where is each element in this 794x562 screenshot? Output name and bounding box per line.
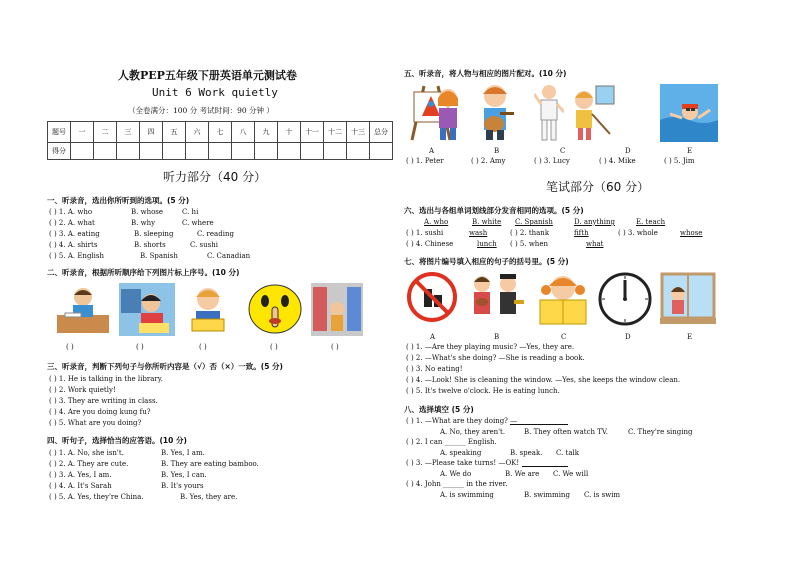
score-cell[interactable] [209, 143, 232, 160]
s6-q4: ( ) 4. Chinese [406, 240, 454, 248]
s8-q1-b: B. They often watch TV. [524, 428, 608, 436]
s8-heading: 八、选择填空 (5 分) [404, 405, 474, 414]
score-col: 总分 [370, 122, 393, 143]
s8-q3-a: A. We do [440, 470, 472, 478]
s7-item-1: ( ) 1. —Are they playing music? —Yes, they are. [406, 343, 575, 351]
score-col: 三 [117, 122, 140, 143]
s1-item-1-c: C. hi [182, 208, 199, 216]
s1-item-2-c: C. where [182, 219, 214, 227]
s8-q4: ( ) 4. John ______ in the river. [406, 480, 508, 488]
s7-heading: 七、将图片编号填入相应的句子的括号里。(5 分) [404, 257, 569, 266]
s3-item-1: ( ) 1. He is talking in the library. [49, 375, 163, 383]
score-col: 四 [140, 122, 163, 143]
score-col: 九 [255, 122, 278, 143]
s7-item-5: ( ) 5. It's twelve o'clock. He is eating lunch. [406, 387, 560, 395]
s6-opt-e: E. teach [636, 218, 666, 226]
s5-item-3: ( ) 3. Lucy [534, 157, 570, 165]
s1-item-4-b: B. shorts [134, 241, 166, 249]
s7-item-4: ( ) 4. —Look! She is cleaning the window. —Yes, she keeps the window clean. [406, 376, 681, 384]
s6-opt-d: D. anything [574, 218, 615, 226]
score-col: 二 [94, 122, 117, 143]
s1-item-2-b: B. why [131, 219, 156, 227]
s3-item-2: ( ) 2. Work quietly! [49, 386, 116, 394]
s6-q5-pair: what [586, 240, 604, 248]
unit-title: Unit 6 Work quietly [152, 86, 278, 99]
s5-letter-b: B [494, 147, 500, 155]
s5-letter-a: A [429, 147, 435, 155]
score-col: 十一 [301, 122, 324, 143]
s1-item-5: ( ) 5. A. English [49, 252, 104, 260]
s5-letter-c: C [560, 147, 566, 155]
s5-item-4: ( ) 4. Mike [599, 157, 636, 165]
picture-clock [597, 270, 653, 328]
s4-item-2-b: B. They are eating bamboo. [161, 460, 259, 468]
s6-q1-pair: wash [469, 229, 488, 237]
s7-letter-b: B [494, 333, 500, 341]
s6-opt-a: A. who [424, 218, 449, 226]
s6-q2-pair: fifth [574, 229, 589, 237]
s8-q3-blank[interactable] [522, 466, 568, 467]
s4-item-4-b: B. It's yours [161, 482, 204, 490]
score-col: 十 [278, 122, 301, 143]
picture-boy-guitar [472, 82, 518, 142]
score-col: 八 [232, 122, 255, 143]
s7-letter-c: C [561, 333, 567, 341]
s8-q2-a: A. speaking [440, 449, 482, 457]
s7-item-2: ( ) 2. —What's she doing? —She is reading a book. [406, 354, 585, 362]
score-cell[interactable] [324, 143, 347, 160]
score-col: 一 [71, 122, 94, 143]
score-col: 五 [163, 122, 186, 143]
s8-q3: ( ) 3. —Please take turns! —OK! [406, 459, 520, 467]
s6-heading: 六、选出与各组单词划线部分发音相同的选项。(5 分) [404, 206, 584, 215]
score-row2-label: 得分 [48, 143, 71, 160]
score-cell[interactable] [163, 143, 186, 160]
s6-q1: ( ) 1. sushi [406, 229, 444, 237]
s1-item-2: ( ) 2. A. what [49, 219, 95, 227]
page-title: 人教PEP五年级下册英语单元测试卷 [118, 69, 297, 82]
score-cell[interactable] [347, 143, 370, 160]
s4-item-3-b: B. Yes, I can. [161, 471, 207, 479]
picture-girl-pointing [430, 86, 466, 142]
score-row-label: 题号 [48, 122, 71, 143]
s1-heading: 一、听录音，选出你所听到的选项。(5 分) [47, 196, 190, 205]
picture-boy-kungfu [534, 82, 564, 142]
s2-heading: 二、听录音，根据所听顺序给下列图片标上序号。(10 分) [47, 268, 240, 277]
score-col: 七 [209, 122, 232, 143]
picture-girl-reading [119, 283, 175, 336]
s8-q4-b: B. swimming [524, 491, 570, 499]
s8-q1-c: C. They're singing [628, 428, 693, 436]
s8-q3-c: C. We will [553, 470, 589, 478]
score-cell[interactable] [186, 143, 209, 160]
s7-letter-e: E [687, 333, 693, 341]
picture-boy-writing [55, 283, 111, 336]
score-cell[interactable] [94, 143, 117, 160]
s2-blank-4[interactable]: ( ) [270, 343, 278, 351]
s5-item-1: ( ) 1. Peter [406, 157, 444, 165]
score-cell[interactable] [232, 143, 255, 160]
s1-item-3-b: B. sleeping [134, 230, 174, 238]
score-cell[interactable] [370, 143, 393, 160]
s1-item-5-c: C. Canadian [207, 252, 251, 260]
s5-item-2: ( ) 2. Amy [471, 157, 506, 165]
exam-info: （全卷满分：100 分 考试时间：90 分钟 ） [128, 106, 274, 115]
score-cell[interactable] [71, 143, 94, 160]
s1-item-3: ( ) 3. A. eating [49, 230, 100, 238]
score-col: 十三 [347, 122, 370, 143]
writing-title: 笔试部分（60 分） [546, 180, 650, 194]
s1-item-4-c: C. sushi [190, 241, 218, 249]
picture-swimmer [660, 84, 718, 142]
s2-blank-1[interactable]: ( ) [66, 343, 74, 351]
listening-title: 听力部分（40 分） [163, 170, 267, 184]
s8-q2-c: C. talk [556, 449, 580, 457]
score-cell[interactable] [117, 143, 140, 160]
picture-girl-cleaning [566, 84, 616, 142]
score-col: 十二 [324, 122, 347, 143]
s3-heading: 三、听录音，判断下列句子与你所听内容是（√）否（×）一致。(5 分) [47, 362, 283, 371]
s1-item-5-b: B. Spanish [140, 252, 178, 260]
s8-q1-a: A. No, they aren't. [440, 428, 506, 436]
s5-heading: 五、听录音，将人物与相应的图片配对。(10 分) [404, 69, 567, 78]
picture-no-eating-sign [406, 271, 458, 323]
s5-letter-e: E [687, 147, 693, 155]
s8-q1-blank[interactable] [510, 424, 568, 425]
s7-item-3: ( ) 3. No eating! [406, 365, 463, 373]
s4-item-5-b: B. Yes, they are. [180, 493, 238, 501]
score-cell[interactable] [278, 143, 301, 160]
s6-opt-c: C. Spanish [515, 218, 553, 226]
score-cell[interactable] [255, 143, 278, 160]
s8-q3-b: B. We are [505, 470, 540, 478]
s7-letter-d: D [625, 333, 631, 341]
s1-item-4: ( ) 4. A. shirts [49, 241, 98, 249]
s6-q3-pair: whose [680, 229, 703, 237]
s3-item-3: ( ) 3. They are writing in class. [49, 397, 158, 405]
score-cell[interactable] [301, 143, 324, 160]
s5-letter-d: D [625, 147, 631, 155]
s2-blank-3[interactable]: ( ) [199, 343, 207, 351]
s6-q5: ( ) 5. when [510, 240, 548, 248]
s4-item-2-a: ( ) 2. A. They are cute. [49, 460, 129, 468]
s4-heading: 四、听句子，选择恰当的应答语。(10 分) [47, 436, 187, 445]
score-col: 六 [186, 122, 209, 143]
s2-blank-5[interactable]: ( ) [331, 343, 339, 351]
s8-q1: ( ) 1. —What are they doing? — [406, 417, 518, 425]
s4-item-1-b: B. Yes, I am. [161, 449, 205, 457]
s1-item-3-c: C. reading [197, 230, 234, 238]
s8-q2: ( ) 2. I can ______ English. [406, 438, 497, 446]
s6-q3: ( ) 3. whole [618, 229, 658, 237]
picture-window-cleaning [660, 270, 716, 328]
s8-q2-b: B. speak. [510, 449, 543, 457]
picture-boy-book [180, 283, 236, 336]
s4-item-5-a: ( ) 5. A. Yes, they're China. [49, 493, 144, 501]
s3-item-4: ( ) 4. Are you doing kung fu? [49, 408, 151, 416]
s8-q4-a: A. is swimming [440, 491, 494, 499]
s2-blank-2[interactable]: ( ) [136, 343, 144, 351]
score-table [47, 121, 393, 160]
s6-q2: ( ) 2. thank [510, 229, 550, 237]
s5-item-5: ( ) 5. Jim [664, 157, 695, 165]
picture-musicians [464, 272, 526, 324]
s3-item-5: ( ) 5. What are you doing? [49, 419, 142, 427]
picture-library [311, 283, 363, 336]
s1-item-1-b: B. whose [131, 208, 164, 216]
picture-girl-book [532, 270, 594, 328]
score-cell[interactable] [140, 143, 163, 160]
s6-opt-b: B. white [472, 218, 502, 226]
s4-item-4-a: ( ) 4. A. It's Sarah [49, 482, 112, 490]
s4-item-1-a: ( ) 1. A. No, she isn't. [49, 449, 124, 457]
s6-q4-pair: lunch [477, 240, 497, 248]
picture-quiet-face [246, 283, 304, 336]
s8-q4-c: C. is swim [584, 491, 621, 499]
s7-letter-a: A [430, 333, 436, 341]
s1-item-1: ( ) 1. A. who [49, 208, 93, 216]
s4-item-3-a: ( ) 3. A. Yes, I am. [49, 471, 112, 479]
